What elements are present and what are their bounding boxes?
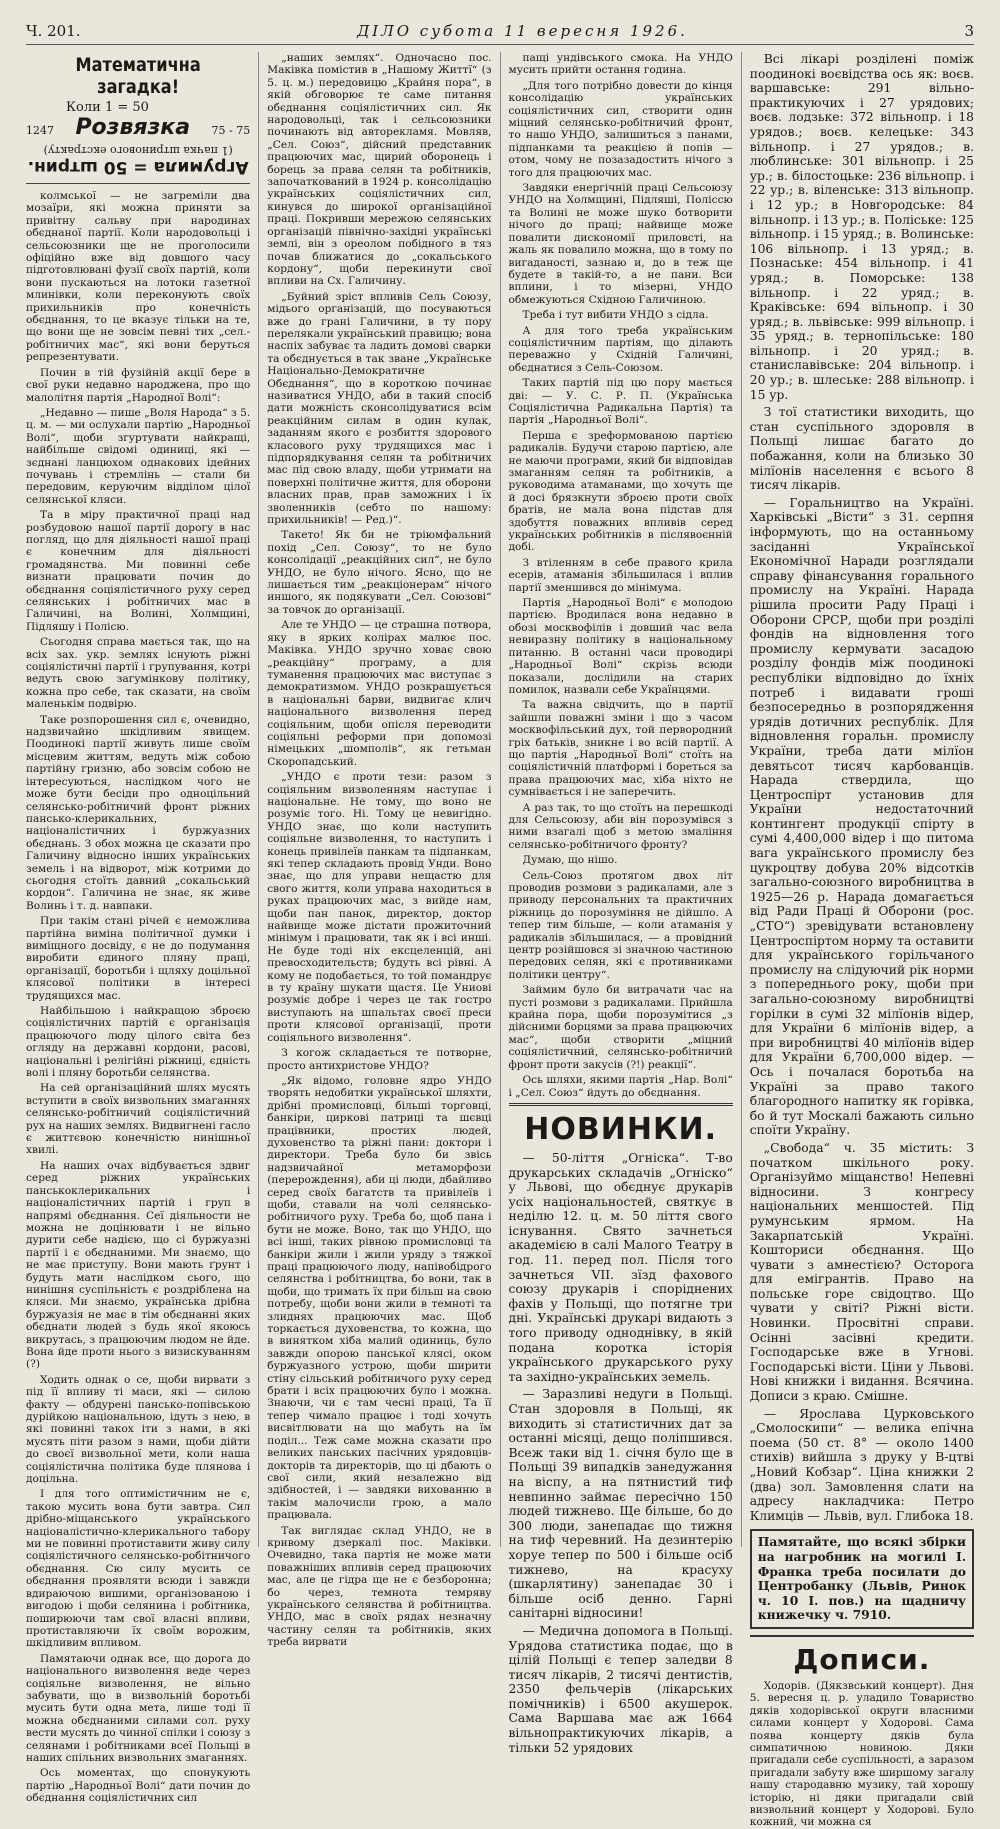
paragraph: — Медична допомога в Польщі. Урядова статистика подає, що в цілій Польщі є тепер заледви 8 тисяч лікарів, 2 тисячі дентистів, 2350 фельчерів (лікарських помічників) і 6500 акушерок. Сама Варшава має аж 1664 вільнопрактикуючих лікарів, а тільки 52 урядових xyxy=(508,1623,733,1755)
paragraph: Та важна свідчить, що в партії зайшли поважні зміни і що з часом москвофільський дух, той первородний гріх батьків, зникне і во всій партії. А що партія „Народньої Волі“ стоїть на соціялістичній платформі і бореться за права працюючих мас, хіба ніхто не сумнівається і не заперечить. xyxy=(508,699,733,799)
paragraph: Треба і тут вибити УНДО з сідла. xyxy=(522,309,709,322)
paragraph: А для того треба українським соціялістичним партіям, що ділають переважно у Східній Галичині, обєднатися з Сель-Союзом. xyxy=(508,324,733,374)
paragraph: Так виглядає склад УНДО, не в кривому дзеркалі пос. Маківки. Очевидно, така партія не може мати поважніших впливів серед працюючих мас, але це гідра ще не є безборонна; бо через, темнота темряву українського селянства й робітництва. УНДО, мас в своїх рядах незначну частину селян та робітників, яких треба вирвати xyxy=(267,1524,492,1649)
issue-number: Ч. 201. xyxy=(26,22,81,40)
column-2 xyxy=(267,52,500,1649)
page-number: 3 xyxy=(964,22,974,40)
paragraph: „Буйний зріст впливів Сель Союзу, мідього організацій, що посуваються вже до грані Галичини, в ту пору перелякали український правицю; вона наспіх забуває та ладить домові сварки та обєднується в так зване „Українське Національно-Демократичне Обєднання“, що в короткою починає називатися УНДО, аби в такий спосіб дати можність сконсолідуватися всім реакційним силам в один кулак, заданням якого є розбиття здорового класового руху трудящихся мас і підпорядкування селян та робітничих мас під свою владу, щоби утримати на поверхні політичне життя, для оборони власних прав, прав заможних і їх зволенників (себто по нашому: прихильників! — Ред.)“. xyxy=(267,290,492,527)
paragraph: — Ярослава Цурковського „Смолоскипи“ — велика епічна поема (50 ст. 8° — около 1400 стихів) вийшла з друку у В-цтві „Новий Кобзар“. Ціна книжки 2 (два) зол. Замовлення слати на адресу накладчика: Петро Климців — Львів, вул. Глибока 18. xyxy=(749,1406,974,1523)
paragraph: Ось шляхи, якими партія „Нар. Волі“ і „Сел. Союз“ йдуть до обєднання. xyxy=(508,1074,733,1099)
paragraph: Таких партій під цю пору мається дві: — У. С. Р. П. (Українська Соціялістична Радикальна Партія) та партія „Народньої Волі“. xyxy=(508,377,733,427)
puzzle-answer-row xyxy=(26,115,250,140)
paragraph: Та в міру практичної праці над розбудовою нашої партії дорогу в нас погляд, що для діяльності нашої праці є конечним для діяльності громадянства. Ми повинні себе визнати працювати почин до обєднання соціялістичного руху серед селянських і робітничих мас в Галичині, на Волині, Холмщині, Підляшу і Полісю. xyxy=(26,509,251,633)
dopysy-heading: Дописи. xyxy=(750,1635,974,1676)
paragraph: Сьогодня справа мається так, що на всіх зах. укр. землях існують ріжні соціялістичні партії і групування, котрі ведуть свою загумінкову політику, кожна про себе, так сказати, на своїм маленькім подвірю. xyxy=(26,636,251,711)
paragraph: „Недавно — пише „Воля Народа“ з 5. ц. м. — ми ослухали партію „Народньої Волі“, щоби згуртувати найкращі, найбільше свідомі одиниці, які — зєднані ланцюхом однакових ідейних почувань і стремлінь — стали би передовим, керуючим відділом цілої селянської кляси. xyxy=(26,406,251,506)
paragraph: На сей організаційний шлях мусять вступити в своїх визвольних змаганнях селянсько-робітничий соціялістичний рух на наших землях. Видвигнені гасло є життєвою конечністю нинішньої хвилі. xyxy=(26,1082,251,1157)
paragraph: Таке розпорошення сил є, очевидно, надзвичайно шкідливим явищем. Поодинокі партії живуть лише своїм місцевим життям, ведуть між собою партійну гризню, або зовсім собою не інтересуються, наслідком чого не може бути бесіди про одноцільний селянсько-робітничий фронт ріжних пансько-клерикальних, націоналістичних і буржуазних обєднань. З обох можна це сказати про Галичину відносно інших українських земель і на відворот, між котрими до сьогодня стоїть давний „сокальський кордон“. Галичина не знає, як живе Волинь і т. д. навпаки. xyxy=(26,713,251,912)
article-col2 xyxy=(267,52,491,1649)
advertisement-puzzle xyxy=(26,54,250,184)
paragraph: „УНДО є проти тези: разом з соціяльним визволенням наступає і національне. Не тому, що воно не розуміє того. Ні. Тому це невигідно. УНДО знає, що коли наступить соціяльне визволення, то наступить і конець привілеїв панкам та підпанкам, які тепер складають провід Унди. Воно знає, що для управи нещастю для свого життя, коли управа находиться в руках працюючих мас, з вийде нам, щоби пан панок, директор, доктор найвище може дістати прожиточний мінімум і працювати, так як і всі инші. Не буде тоді ніх ексцеленцій, ані превосходительств; будуть всі рівні. А кому не подобається, то той помандрує в ту країну шукати щастя. Це Униові розуміє добре і через це так гостро виступають на шпальтах своєї преси проти клясової організації, проти соціяльного визволення“. xyxy=(267,771,492,1044)
paragraph: Почин в тій фузійній акції бере в свої руки недавно народжена, про що малолітня партія „Народної Волі“: xyxy=(26,366,251,404)
paragraph: Сель-Союз протягом двох літ проводив розмови з радикалами, але з приводу персональних та практичних ріжниць до порозуміння не дійшло. А тепер тим більше, — коли атаманія у радикалів збільшилася, — а провідний центр розійшовся зі значною частиною передових селян, які є противниками політики центру“. xyxy=(508,869,733,981)
puzzle-answer-title: Розвязка xyxy=(75,115,191,140)
puzzle-right-number: 75 - 75 xyxy=(211,124,251,137)
paragraph: „Свобода“ ч. 35 містить: З початком шкільного року. Організуймо міщанство! Непевні відносини. З конгресу національних меншостей. Під румунським ярмом. На Закарпатській Україні. Кошториси обєднання. Що чувати з амнестією? Осторога для емігрантів. Право на польське горе свідоцтво. Що чувати у світі? Ріжні вісти. Новинки. Просвітні справи. Осінні засівні кредити. Господарське вже в Угнові. Господарські вісти. Ціни у Львові. Нові книжки і видання. Всячина. Дописи з краю. Смішне. xyxy=(749,1140,974,1404)
puzzle-title: Математична загадка! xyxy=(75,54,201,98)
paragraph: З когож складається те потворне, просто антихристове УНДО? xyxy=(267,1047,492,1072)
paragraph: колмської — не загреміли два мозаїри, які можна приняти за привітну сальву при народинах обєднаної партії. Коли народовольці і сельсоюзники ще не проголосили офіційно вже від довшого часу підготовлювані фузії своїх партій, коли вони пускаються на лотоки газетної млинівки, коли переконують своїх прихильників про конечність обєднання, то це вказує тільки на те, що вони ще не зовсім певні тих „сел.-робітничих мас“, які вони беруться репрезентувати. xyxy=(26,190,251,364)
news-heading: НОВИНКИ. xyxy=(509,1103,733,1147)
dopysy-text: Ходорів. (Дякзвський концерт). Дня 5. вересня ц. р. уладило Товариство дяків ходорівської округи власними силами концерт у Ходорові. Сама поява концерту дяків була симпатичною новиною. Дяки пригадали себе суспільності, а заразом пригадали забуту вже ширшому загалу нашу стародавню музику, тай хорошу історію, ні дяки пригадали свій визвольний концерт у Ходорові. Було кожний, чи можна ся xyxy=(749,1679,974,1829)
paragraph: — Горальництво на Україні. Харківські „Вісти“ з 31. серпня інформують, що на останньому засіданні Української Економічної Наради розглядали справу фінансування горального промислу на Україні. Нарада рішила просити Раду Праці і Оборони СРСР, щоби при розділі фондів на відновлення того промислу кермувати засадою розділу фондів між поодинокі республіки відповідно до їхніх потреб і видавати гроші безпосередньо в розпорядження урядів дотичних республік. Для відновлення горальн. промислу України, треба дати мілїон девятьсот тисяч карбованців. Нарада ствердила, що Центроспірт установив для України недостаточний контингент продукції спірту в сумі 4,400,000 відер і що питома вага українського промислу без цукроцтву добува 20% відсотків загально-союзного виробництва в 1925—26 р. Нарада домагається від Ради Праці й Оборони (рос. „СТО“) зревідувати встановлену Центроспіртом норму та оставити для українського горільчаного промислу на слідуючий рік норми з попереднього року, щоби при загально-союзному виробництві горілки в сумі 32 мілїонів відер, для України 6 мілїонів відер, а при виробництві 40 мілїонів відер для України 6,700,000 відер. — Ось і почалася боротьба на Україні за право такого благородного напитку як горівка, бо й тут Москалі бажають сильно споїти Україну. xyxy=(749,495,974,1138)
paragraph: З тої статистики виходить, що стан суспільного здоровля в Польщі лишає багато до побажання, коли на близько 30 мілїонів населення є всього 8 тисяч лікарів. xyxy=(749,405,974,493)
paragraph: При такім стані річей є неможлива партійна виміна політичної думки і виміщного досвіду, є не до подумання виробити єдиного пляну праці, організації, боротьби і щляху доцільної клясової політики в інтересі трудящихся мас. xyxy=(26,915,251,1002)
column-3 xyxy=(508,52,742,1755)
flipped-answer-caption: (1 пачка штринового екстракту) xyxy=(43,144,233,157)
paragraph: Перша є зреформованою партією радикалів. Будучи старою партією, але не маючи програми, який би відповідав змаганням селян та робітників, а руководима атаманами, що хочуть ще й досі брязкнути зброєю проти своїх братів, не мала вона підстав для здобуття поважних впливів серед українських робітників в післявоєнній добі. xyxy=(508,429,733,554)
paragraph: З втіленням в себе правого крила есерів, атаманія збільшилася і вплив партії зменшився до мінімума. xyxy=(508,556,733,594)
paragraph: Памятаючи однак все, що дорога до національного визволення веде через соціяльне визволення, не вільно забувати, що в визвольній боротьбі мусить бути одна мета, лише тоді її можна обєднаними силами сол. руху вести мусять до чинної спілки і союзу з селянами і робітниками всеї Польщі в наших спільних визвольних змаганнях. xyxy=(26,1652,251,1764)
paragraph: Але те УНДО — це страшна потвора, яку в ярких колірах малює пос. Маківка. УНДО зручно ховає свою „реакційну“ програму, а для туманення працюючих мас виступає з демократизмом. УНДО розкрашується в національні барви, видвигає клич національного визволення перед соціяльним, щоби опісля переводити соціяльні реформи при допомозі німецьких „шомполів“, як гетьман Скоропадський. xyxy=(267,619,492,768)
paragraph: На наших очах відбувається здвиг серед ріжних українських панськоклерикальних і націоналістичних партій і груп в напрямі обєднання. Сеї діяльности не можна не доцінювати і не вільно дурити себе надією, що сі буржуазні партії і є обєднаними. Ми знаємо, що не має приступу. Вони мають ґрунт і будуть мати наслідком сього, що нинішня суспільність є роздріблена на кляси. Ми знаємо, українська дрібна буржуазія не має в тім обєднанні яких обєднати людей з будь якої якоюсь викрутась, з працюючим людом не йде. Вона йде проти нього з визискуванням (?) xyxy=(26,1159,251,1371)
paragraph: Партія „Народньої Волі“ є молодою партією. Вродилася вона недавно в обозі москвофілів і довший час вела невиразну політику в національному питанню. В останні часи проводирі „Народньої Волі“ скрізь всюди показали, дослідили на старих помилок, назвали себе Українцями. xyxy=(508,597,733,696)
article-col4 xyxy=(750,52,974,1523)
puzzle-formula: Коли 1 = 50 xyxy=(66,100,149,115)
column-4 xyxy=(749,52,974,1829)
puzzle-flipped-answer xyxy=(26,144,250,177)
flipped-answer-title: Агрумила = 50 штрин. xyxy=(27,157,249,177)
paragraph: Ходить однак о се, щоби вирвати з під її впливу ті маси, які — силою факту — обдурені пансько-попівською дурійкою національною, ідуть з нею, в які повинні такох іти з нами, в які мусять піти разом з нами, щоби дійти до своєї визвольної мети, коли наша соціялістична політика буде плянова і доцільна. xyxy=(26,1373,251,1486)
article-col1 xyxy=(26,190,250,1805)
paragraph: „Як відомо, головне ядро УНДО творять недобитки української шляхти, дрібні промисловці, більші торговці, банкіри, циркові патриці та шєвці працівники, простих людей, духовенство та ріжні пани: доктори і директори. Треба було би звісь надзвичайної метаморфози (перерождення), аби ці люди, дбайливо серед своїх багатств та привілеїв і щоби, ставали на чолі селянсько-робітничого руху. Треба бо, щоб пана і бути не може. Воно, так що УНДО, що всі інші, таких рівною промисловці та банкіри жили і жили уряду з тяжкої праці працюючого люду, напівобідрого селянства і робітництва, бо вони, так в щоби, що тримать їх при більш на свою потребу, щоби вони жили в темноті та злиднях працюючих мас. Щоб торкається духовенства, то кожна, що в винятком хіба малий одиниць, було завжди опорою панської клясі, оком буржуазного устрою, щоби ширити стіну сільський робітничого руху серед брати і всіх працюючих було і можна. Знаючи, чи є там чесні праці, Та її тепер чимало працює і тоді хочуть висвітлювати на що мабуть на їм поділ... Теж саме можна сказати про великих панських пасічних урядовців-докторів та директорів, що ці дбають о свої сили, який незалежно від здібностей, і — завдяки вихованню в такім малочисли грою, а мало працювала. xyxy=(267,1074,492,1522)
paragraph: А раз так, то що стоїть на перешкоді для Сельсоюзу, аби він порозумівся з ними взагалі щоб з метою змаління селянсько-робітничого фронту? xyxy=(508,801,733,851)
paragraph: Найбільшою і найкращою зброєю соціялістичних партій є організація працюючого люду цілого світа без огляду на державні кордони, расові, національні і релігійні ріжниці, єдність волі і пляну боротьби селянства. xyxy=(26,1005,251,1080)
paragraph: Ось моментах, що спонукують партію „Народньої Волі“ дати почин до обєднання соціялістичних сил xyxy=(26,1767,251,1805)
paragraph: „Для того потрібно довести до кінця консолідацію українських соціялістичних сил, створити один міцний селянсько-робітничий фронт, то нашо УНДО, залишиться з панами, підпанками та реакцією й попів — отом, чому не позазадостить нічого з того для працюючих мас. xyxy=(508,79,733,179)
newspaper-title-date: ДІЛО субота 11 вересня 1926. xyxy=(357,22,688,40)
puzzle-left-number: 1247 xyxy=(26,124,54,137)
paragraph: Займим було би витрачати час на пусті розмови з радикалами. Прийшла крайна пора, щоби порозумітися „з дійсними борцями за права працюючих мас“, щоби створити „міцний соціялістичний, селянсько-робітничий фронт проти закусів (?!) реакції“. xyxy=(508,984,733,1071)
paragraph: Всі лікарі розділені поміж поодинокі воєвідства ось як: воєв. варшавське: 291 вільно-практикуючих і 27 урядових; воєв. лодзьке: 372 вільнопр. і 18 урядов.; воєв. келецьке: 343 вільнопр. і 27 урядов.; в. люблинське: 301 вільнопр. і 25 ур.; в. білостоцьке: 236 вільнопр. і 22 ур.; в. віленське: 313 вільнопр. і 12 ур.; в Новгородське: 84 вільнопр. і 13 ур.; в. Поліське: 125 вільнопр. і 15 уряд.; в. Волинське: 106 вільнопр. і 13 уряд.; в. Познаське: 454 вільнопр. і 41 уряд.; в. Поморське: 138 вільнопр. і 22 уряд.; в. Краківське: 694 вільнопр. і 30 уряд.; в. львівське: 999 вільнопр. і 35 уряд.; в. тернопільське: 180 вільнопр. і 20 уряд.; в. станиславівське: 204 вільнопр. і 20 ур.; в. шлеське: 288 вільнопр. і 15 ур. xyxy=(749,52,974,402)
franko-fund-notice: Памятайте, що всякі збірки на нагробник на могилі І. Франка треба посилати до Центробанку (Львів, Ринок ч. 10 І. пов.) на щадничу книжечку ч. 7910. xyxy=(750,1529,974,1629)
paragraph: І для того оптимістичним не є, такою мусить вона бути завтра. Сил дрібно-міщанського українського націоналістично-клерикального табору ми не повинні протиставити живу силу соціялістичного селянсько-робітничого обєднання. Сю силу мусить се обєднання проявляти всюди і завжди вдираючою вишими, організованою і вигодою і щоби селянина і робітника, поширюючи там свої власні впливи, протиставляючи їх своїм ворожим, шкідливим впливом. xyxy=(26,1488,251,1650)
columns xyxy=(26,52,974,1829)
paragraph: Завдяки енергічній праці Сельсоюзу УНДО на Холмщині, Підляші, Поліссю та Волині не може шуко ботворити нічого до праці; найвище може повалити дискономії приловсті, на жаль як повалило можна, що в тому по вигаданості, зазнаю и, до в теж ще будете в такій-то, а не пани. Вси вплини, і то мізерні, УНДО обмежуються Східною Галичиною. xyxy=(508,182,733,306)
paragraph: Думаю, що нішо. xyxy=(522,854,618,867)
column-1 xyxy=(26,52,259,1805)
news-items xyxy=(509,1151,733,1755)
paragraph: — 50-ліття „Огніска“. Т-во друкарських складачів „Огніско“ у Львові, що обєднує друкарів усіх національностей, святкує в неділю 12. ц. м. 50 ліття свого існування. Свято зачнеться академією в салі Малого Театру в год. 11. перед пол. Після того зачнеться VII. зїзд фахового союзу друкарів і споріднених фахів у Польщі, що потягне три дні. Українські друкарі видають з того приводу одноднівку, в якій подана коротка історія українського друкарського руху та західно-українських земель. xyxy=(508,1150,733,1384)
article-col3 xyxy=(509,52,733,1099)
paragraph: „наших землях“. Одночасно пос. Маківка помістив в „Нашому Життї“ (з 5. ц. м.) передовицю „Крайня пора“, в якій обговорює те саме питання обєднання соціялістичних сил. Як народовольці, так і сельсоюзники починають від авторекламя. Мовляв, „Сел. Союз“, дійсний представник працюючих мас, щирий оборонець і борець за права селян та робітників, започаткований в 1924 р. консолідацію українських соціялістичних сил, кинувся до широкої організаційної праці. Покривши мережою селянських організацій північно-західні українські землі, він з ореолом побідного в тяз почав ближатися до „сокальського кордону“, щоби перекинути свої впливи на Сх. Галичину. xyxy=(267,52,492,288)
masthead xyxy=(26,18,974,45)
paragraph: Такето! Як би не тріюмфальний похід „Сел. Союзу“, то не було консолідації „реакційних сил“, не було УНДО, не було нічого. Ясно, що не лишається тим „реакціонерам“ нічого иншого, як подякувати „Сел. Союзові“ за товчок до організації. xyxy=(267,529,492,616)
paragraph: пащі ундівського смока. На УНДО мусить прийти остання година. xyxy=(508,52,733,77)
paragraph: — Заразливі недуги в Польщі. Стан здоровля в Польщі, як виходить зі статистичних дат за останні місяці, дещо поліпшився. Всеж таки від 1. січня було ще в Польщі 39 випадків занедужання на віспу, а на пятнистий тиф невпинно займає пересічно 150 людей тижнево. Ще більше, бо до 300 люди, занепадає що тижня на тиф черевний. На дезинтерію хоруе тепер по 500 і більше осіб тижнево, на красуху (шкарлятину) занепадає 30 і більше осіб денно. Гарні санітарні відносини! xyxy=(508,1387,733,1621)
